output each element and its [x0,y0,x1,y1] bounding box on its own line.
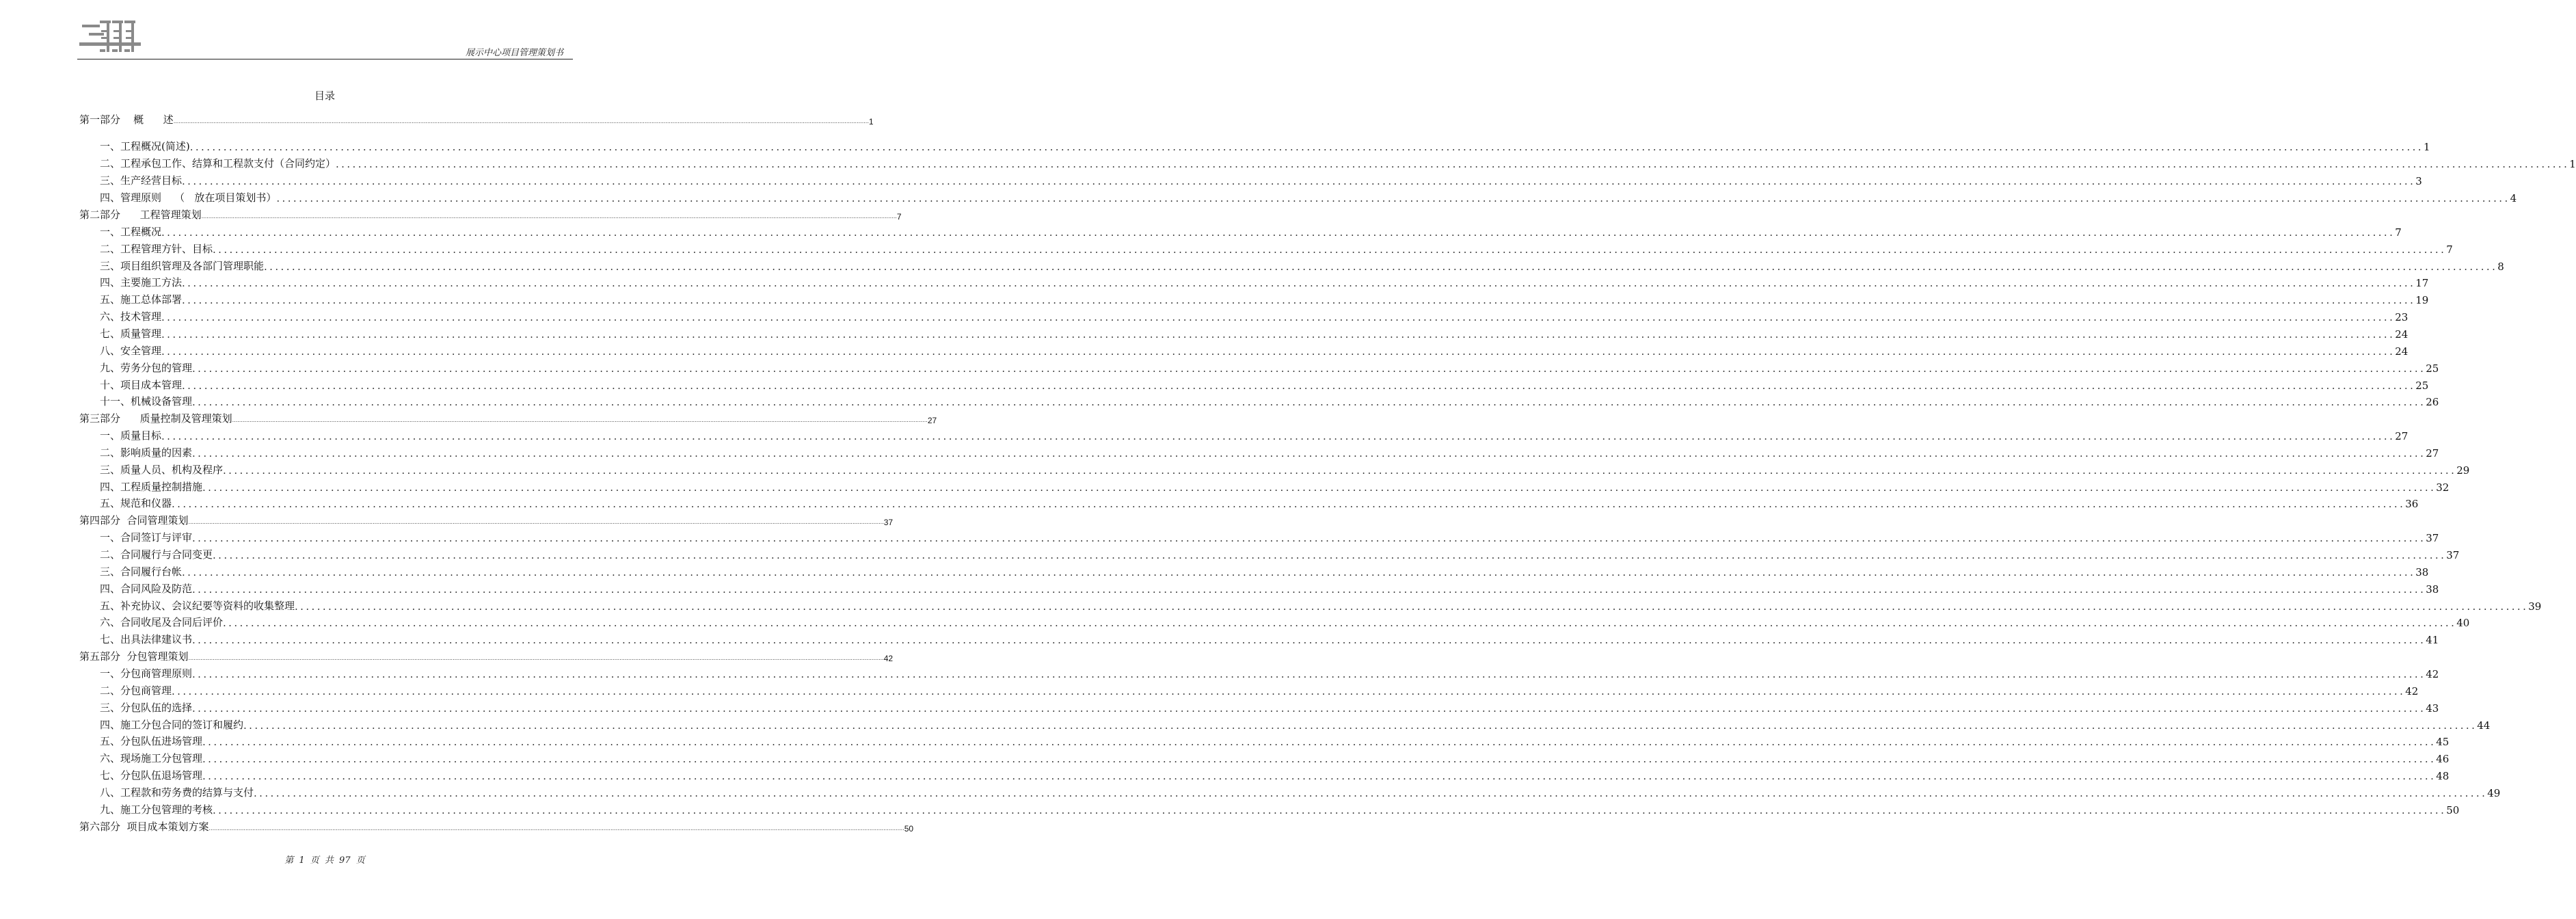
toc-entry-label: 一、质量目标 [100,429,162,442]
toc-page-number: 37 [883,518,894,528]
toc-leader-dots: ................................................................................................................................................................................................................................................................................................................................................................................................................ [182,379,2416,392]
toc-part-entry[interactable] [79,648,894,664]
toc-entry-label: 第六部分 项目成本策划方案 [79,820,209,833]
toc-entry-label: 二、工程承包工作、结算和工程款支付（合同约定） [100,157,336,170]
toc-leader-dots: ................................................................................................................................................................................................................................................................................................................................................................................................................ [202,481,2437,494]
toc-section-entry[interactable] [79,138,2430,153]
toc-leader-dots: ................................................................................................................................................................................................................................................................................................................................................................................................................ [223,464,2457,477]
company-logo [79,18,145,56]
toc-leader-dots: ................................................................................................................................................................................................................................................................................................................................................................................................................ [188,655,884,662]
toc-section-entry[interactable] [79,325,2409,341]
toc-page-number: 19 [2415,294,2429,307]
toc-section-entry[interactable] [79,444,2439,460]
toc-section-entry[interactable] [79,308,2409,324]
toc-title: 目录 [314,90,335,102]
toc-entry-label: 第三部分 质量控制及管理策划 [79,412,232,425]
toc-page-number: 7 [896,212,902,222]
toc-entry-label: 六、现场施工分包管理 [100,752,203,765]
toc-entry-label: 二、工程管理方针、目标 [100,242,213,255]
toc-leader-dots: ................................................................................................................................................................................................................................................................................................................................................................................................................ [213,243,2447,256]
toc-entry-label: 第二部分 工程管理策划 [79,209,202,221]
toc-page-number: 7 [2446,243,2453,256]
toc-section-entry[interactable] [79,462,2470,477]
toc-section-entry[interactable] [79,172,2422,187]
toc-leader-dots: ................................................................................................................................................................................................................................................................................................................................................................................................................ [192,396,2426,409]
toc-entry-label: 三、质量人员、机构及程序 [100,463,224,476]
toc-section-entry[interactable] [79,546,2460,561]
toc-page-number: 50 [904,823,914,834]
toc-leader-dots: ................................................................................................................................................................................................................................................................................................................................................................................................................ [223,617,2457,630]
toc-page-number: 26 [2426,396,2439,409]
toc-page-number: 42 [883,654,894,664]
toc-section-entry[interactable] [79,581,2439,596]
toc-section-entry[interactable] [79,155,2576,170]
toc-leader-dots: ................................................................................................................................................................................................................................................................................................................................................................................................................ [202,753,2437,766]
toc-entry-label: 五、补充协议、会议纪要等资料的收集整理 [100,599,295,612]
toc-section-entry[interactable] [79,700,2439,715]
toc-leader-dots: ................................................................................................................................................................................................................................................................................................................................................................................................................ [182,565,2416,578]
toc-section-entry[interactable] [79,801,2460,816]
toc-page-number: 49 [2487,786,2501,799]
toc-part-entry[interactable] [79,207,902,222]
toc-section-entry[interactable] [79,274,2429,290]
toc-entry-label: 三、分包队伍的选择 [100,701,193,714]
toc-section-entry[interactable] [79,479,2450,494]
toc-leader-dots: ................................................................................................................................................................................................................................................................................................................................................................................................................ [243,719,2478,732]
toc-page-number: 32 [2436,481,2450,494]
toc-entry-label: 一、分包商管理原则 [100,667,193,680]
toc-page-number: 25 [2426,362,2439,375]
toc-leader-dots: ................................................................................................................................................................................................................................................................................................................................................................................................................ [202,770,2437,783]
toc-leader-dots: ................................................................................................................................................................................................................................................................................................................................................................................................................ [336,158,2570,170]
toc-entry-label: 四、施工分包合同的签订和履约 [100,718,244,731]
toc-entry-label: 十、项目成本管理 [100,378,183,391]
toc-entry-label: 一、工程概况 [100,225,162,238]
toc-part-entry[interactable] [79,111,874,126]
toc-page-number: 44 [2477,719,2491,732]
toc-entry-label: 四、主要施工方法 [100,276,183,289]
toc-entry-label: 六、合同收尾及合同后评价 [100,616,224,629]
toc-entry-label: 六、技术管理 [100,310,162,323]
toc-page-number: 36 [2405,498,2419,511]
toc-page-number: 17 [2415,277,2429,290]
toc-page-number: 27 [927,416,937,426]
toc-leader-dots: ................................................................................................................................................................................................................................................................................................................................................................................................................ [192,532,2426,545]
toc-leader-dots: ................................................................................................................................................................................................................................................................................................................................................................................................................ [161,328,2396,341]
toc-page-number: 39 [2528,600,2542,613]
toc-page-number: 38 [2415,565,2429,578]
toc-entry-label: 十一、机械设备管理 [100,395,193,408]
toc-section-entry[interactable] [79,377,2429,392]
toc-section-entry[interactable] [79,224,2402,239]
toc-section-entry[interactable] [79,393,2439,409]
toc-entry-label: 二、合同履行与合同变更 [100,548,213,561]
toc-page-number: 37 [2446,549,2460,561]
toc-entry-label: 四、工程质量控制措施 [100,480,203,493]
toc-part-entry[interactable] [79,512,894,528]
toc-page-number: 42 [2405,684,2419,697]
toc-section-entry[interactable] [79,427,2409,443]
toc-leader-dots: ................................................................................................................................................................................................................................................................................................................................................................................................................ [182,294,2416,307]
toc-section-entry[interactable] [79,717,2491,732]
toc-page-number: 8 [2497,260,2504,273]
toc-entry-label: 一、合同签订与评审 [100,531,193,544]
toc-page-number: 7 [2395,226,2402,239]
toc-page-number: 24 [2395,328,2409,341]
toc-entry-label: 一、工程概况(简述) [100,140,190,152]
toc-entry-label: 八、安全管理 [100,344,162,357]
toc-section-entry[interactable] [79,241,2453,256]
toc-leader-dots: ................................................................................................................................................................................................................................................................................................................................................................................................................ [192,362,2426,375]
toc-page-number: 1 [2569,158,2576,170]
toc-section-entry[interactable] [79,529,2439,545]
toc-entry-label: 第一部分 概 述 [79,114,174,126]
toc-leader-dots: ................................................................................................................................................................................................................................................................................................................................................................................................................ [295,600,2529,613]
toc-entry-label: 二、分包商管理 [100,684,172,697]
toc-section-entry[interactable] [79,733,2450,749]
toc-section-entry[interactable] [79,343,2409,358]
page-footer: 第 1 页 共 97 页 [284,855,365,866]
toc-part-entry[interactable] [79,818,914,834]
toc-part-entry[interactable] [79,410,937,426]
toc-page-number: 3 [2415,175,2422,187]
toc-section-entry[interactable] [79,665,2439,680]
toc-entry-label: 八、工程款和劳务费的结算与支付 [100,786,254,799]
toc-leader-dots: ................................................................................................................................................................................................................................................................................................................................................................................................................ [192,634,2426,647]
toc-section-entry[interactable] [79,614,2470,630]
toc-section-entry[interactable] [79,767,2450,783]
toc-leader-dots: ................................................................................................................................................................................................................................................................................................................................................................................................................ [161,430,2396,443]
toc-leader-dots: ................................................................................................................................................................................................................................................................................................................................................................................................................ [182,175,2416,187]
toc-page-number: 45 [2436,736,2450,749]
toc-leader-dots: ................................................................................................................................................................................................................................................................................................................................................................................................................ [173,118,869,124]
toc-section-entry[interactable] [79,189,2517,204]
toc-page-number: 29 [2456,464,2470,477]
toc-page-number: 37 [2426,532,2439,545]
toc-page-number: 38 [2426,583,2439,596]
toc-section-entry[interactable] [79,495,2419,511]
toc-leader-dots: ................................................................................................................................................................................................................................................................................................................................................................................................................ [264,260,2498,273]
toc-page-number: 25 [2415,379,2429,392]
toc-leader-dots: ................................................................................................................................................................................................................................................................................................................................................................................................................ [172,498,2406,511]
toc-section-entry[interactable] [79,291,2429,307]
toc-entry-label: 三、合同履行台帐 [100,565,183,578]
toc-leader-dots: ................................................................................................................................................................................................................................................................................................................................................................................................................ [276,192,2510,204]
toc-entry-label: 四、管理原则 （ 放在项目策划书） [100,191,277,204]
toc-entry-label: 第四部分 合同管理策划 [79,514,189,527]
toc-entry-label: 二、影响质量的因素 [100,446,193,459]
toc-leader-dots: ................................................................................................................................................................................................................................................................................................................................................................................................................ [192,447,2426,460]
toc-entry-label: 七、出具法律建议书 [100,633,193,646]
toc-entry-label: 五、分包队伍进场管理 [100,735,203,748]
toc-page-number: 1 [2423,141,2430,153]
toc-page-number: 41 [2426,634,2439,647]
toc-leader-dots: ................................................................................................................................................................................................................................................................................................................................................................................................................ [161,226,2396,239]
toc-entry-label: 第五部分 分包管理策划 [79,650,189,663]
toc-entry-label: 九、劳务分包的管理 [100,361,193,374]
toc-page-number: 24 [2395,345,2409,358]
toc-leader-dots: ................................................................................................................................................................................................................................................................................................................................................................................................................ [192,702,2426,715]
toc-entry-label: 九、施工分包管理的考核 [100,803,213,816]
toc-leader-dots: ................................................................................................................................................................................................................................................................................................................................................................................................................ [161,311,2396,324]
toc-entry-label: 七、质量管理 [100,327,162,340]
toc-page-number: 43 [2426,702,2439,715]
toc-page-number: 42 [2426,667,2439,680]
toc-section-entry[interactable] [79,784,2501,799]
toc-section-entry[interactable] [79,631,2439,647]
toc-section-entry[interactable] [79,598,2542,613]
toc-entry-label: 三、项目组织管理及各部门管理职能 [100,259,265,272]
toc-page-number: 46 [2436,753,2450,766]
toc-leader-dots: ................................................................................................................................................................................................................................................................................................................................................................................................................ [189,141,2424,153]
toc-leader-dots: ................................................................................................................................................................................................................................................................................................................................................................................................................ [161,345,2396,358]
toc-leader-dots: ................................................................................................................................................................................................................................................................................................................................................................................................................ [192,667,2426,680]
toc-page-number: 4 [2510,192,2517,204]
toc-page-number: 1 [868,117,874,126]
toc-page-number: 48 [2436,770,2450,783]
toc-entry-label: 五、施工总体部署 [100,293,183,306]
toc-page-number: 27 [2426,447,2439,460]
toc-entry-label: 五、规范和仪器 [100,497,172,510]
toc-section-entry[interactable] [79,563,2429,578]
header-title: 展示中心项目管理策划书 [465,48,563,58]
toc-page-number: 23 [2395,311,2409,324]
toc-entry-label: 四、合同风险及防范 [100,582,193,595]
toc-leader-dots: ................................................................................................................................................................................................................................................................................................................................................................................................................ [192,583,2426,596]
toc-section-entry[interactable] [79,258,2504,273]
toc-leader-dots: ................................................................................................................................................................................................................................................................................................................................................................................................................ [182,277,2416,290]
toc-page-number: 50 [2446,803,2460,816]
toc-leader-dots: ................................................................................................................................................................................................................................................................................................................................................................................................................ [232,417,928,424]
toc-leader-dots: ................................................................................................................................................................................................................................................................................................................................................................................................................ [201,213,897,219]
toc-leader-dots: ................................................................................................................................................................................................................................................................................................................................................................................................................ [172,684,2406,697]
toc-entry-label: 七、分包队伍退场管理 [100,769,203,782]
toc-leader-dots: ................................................................................................................................................................................................................................................................................................................................................................................................................ [202,736,2437,749]
toc-section-entry[interactable] [79,750,2450,766]
toc-leader-dots: ................................................................................................................................................................................................................................................................................................................................................................................................................ [254,786,2488,799]
toc-page-number: 40 [2456,617,2470,630]
toc-page-number: 27 [2395,430,2409,443]
toc-leader-dots: ................................................................................................................................................................................................................................................................................................................................................................................................................ [213,803,2447,816]
toc-leader-dots: ................................................................................................................................................................................................................................................................................................................................................................................................................ [213,549,2447,561]
toc-section-entry[interactable] [79,360,2439,375]
toc-entry-label: 三、生产经营目标 [100,174,183,187]
toc-leader-dots: ................................................................................................................................................................................................................................................................................................................................................................................................................ [209,825,904,831]
toc-section-entry[interactable] [79,682,2419,697]
toc-leader-dots: ................................................................................................................................................................................................................................................................................................................................................................................................................ [188,519,884,526]
